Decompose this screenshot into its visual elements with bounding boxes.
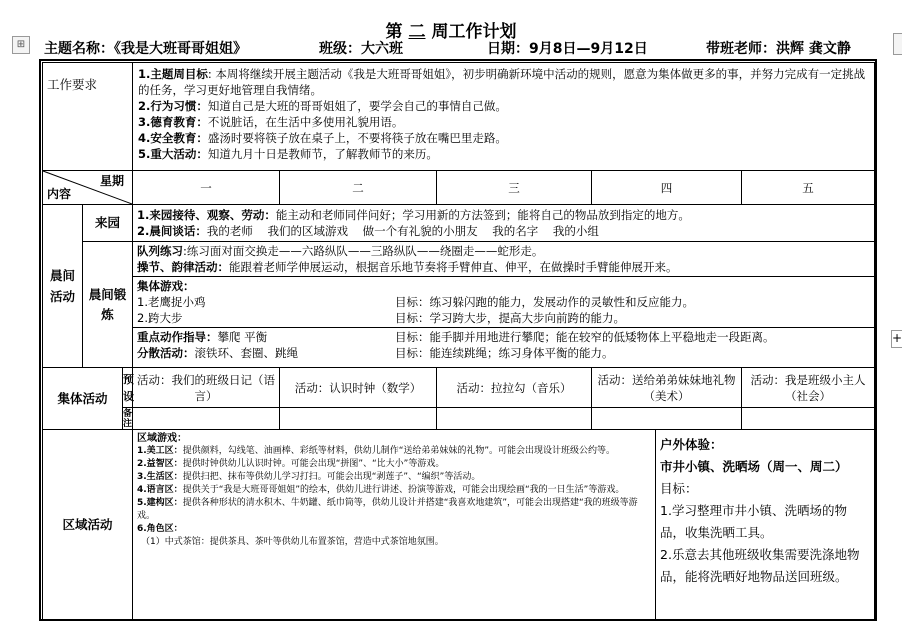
weekday-header-row	[43, 171, 875, 205]
area-item: （1）中式茶馆：提供茶具、茶叶等供幼儿布置茶馆，营造中式茶馆地氛围。	[141, 537, 444, 547]
split-activity: 分散活动：滚铁环、套圈、跳绳 目标：能连续跳绳；练习身体平衡的能力。	[137, 346, 614, 360]
area-item: 5.建构区：提供各种形状的清水积木、牛奶罐、纸巾筒等，供幼儿设计并搭建“我喜欢地建筑”，可能会出现搭建“我的班级等游戏。	[137, 498, 638, 521]
weekday-3: 三	[437, 171, 592, 205]
outdoor-goal: 2.乐意去其他班级收集需要洗涤地物品，能将洗晒好地物品送回班级。	[660, 547, 860, 584]
area-item: 3.生活区：提供扫把、抹布等供幼儿学习打扫。可能会出现“剥莲子”、“编织”等活动。	[137, 472, 481, 482]
arrival-row	[43, 205, 875, 242]
table-move-handle-icon[interactable]: ⊞	[12, 36, 30, 54]
group-activity-tue: 活动：认识时钟（数学）	[280, 368, 437, 408]
note-cell	[437, 408, 592, 430]
outdoor-experience: 户外体验： 市井小镇、洗晒场（周一、周二） 目标： 1.学习整理市井小镇、洗晒场的物品，收集洗晒工具。 2.乐意去其他班级收集需要洗涤地物品，能将洗晒好地物品送回班级。	[656, 430, 874, 619]
arrival-label: 来园	[83, 205, 133, 242]
group-note-row	[43, 408, 875, 430]
area-item: 6.角色区：	[137, 524, 183, 534]
page-title	[0, 22, 902, 42]
requirement-item: 3.德育教育：不说脏话，在生活中多使用礼貌用语。	[138, 115, 404, 129]
area-games: 区域游戏： 1.美工区：提供颜料，勾线笔、油画棒、彩纸等材料，供幼儿制作“送给弟弟妹妹的礼物”。可能会出现设计班级公约等。 2.益智区：提供时钟供幼儿认识时钟。可能会出现“拼图”、“比大小”等游戏。 3.生活区：提供扫把、抹布等供幼儿学习打扫。可能会出现“剥莲子”、“编织”等活动。 4.语言区：提供关于“我是大班哥哥姐姐”的绘本，供幼儿进行讲述、扮演等游戏，可能会出现绘画“我的一日生活”等游戏。 5.建构区：提供各种形状的清水积木、牛奶罐、纸巾筒等，供幼儿设计并搭建“我喜欢地建筑”，可能会出现搭建“我的班级等游戏。 6.角色区： （1）中式茶馆：提供茶具、茶叶等供幼儿布置茶馆，营造中式茶馆地氛围。	[133, 430, 656, 619]
weekday-4: 四	[592, 171, 742, 205]
arrival-content: 1.来园接待、观察、劳动：能主动和老师同伴问好；学习用新的方法签到；能将自己的物品放到指定的地方。 2.晨间谈话：我的老师 我们的区域游戏 做一个有礼貌的小朋友 我的名字 我的小组	[133, 205, 875, 242]
weekly-plan-table	[42, 62, 875, 620]
area-item: 2.益智区：提供时钟供幼儿认识时钟。可能会出现“拼图”、“比大小”等游戏。	[137, 459, 445, 469]
title-week-number: 二	[408, 22, 426, 42]
game-item: 1.老鹰捉小鸡 目标：练习躲闪跑的能力，发展动作的灵敏性和反应能力。	[137, 295, 694, 309]
requirements-content	[133, 63, 875, 171]
morning-activity-label: 晨间活动	[43, 205, 83, 368]
requirements-row	[43, 63, 875, 171]
note-cell	[592, 408, 742, 430]
requirement-item: 2.行为习惯：知道自己是大班的哥哥姐姐了，要学会自己的事情自己做。	[138, 99, 507, 113]
note-cell	[280, 408, 437, 430]
exercise-content: 队列练习:练习面对面交换走——六路纵队——三路纵队——绕圈走——蛇形走。 操节、韵律活动：能跟着老师学伸展运动，根据音乐地节奏将手臂伸直、伸平，在做操时手臂能伸展开来。 集体游戏： 1.老鹰捉小鸡 目标：练习躲闪跑的能力，发展动作的灵敏性和反应能力。 2.跨大步 目标：学习跨大步，提高大步向前跨的能力。 重点动作指导：攀爬 平衡 目标：能手脚并用地进行攀爬；能在较窄的低矮物体上平稳地走一段距离。 分散活动：滚铁环、套圈、跳绳 目标：能连续跳绳；练习身体平衡的能力。	[133, 242, 875, 368]
exercise-label: 晨间锻炼	[83, 242, 133, 368]
weekday-content-corner	[43, 171, 133, 205]
class-name: 班级：大六班	[319, 41, 403, 57]
group-activity-fri: 活动：我是班级小主人（社会）	[742, 368, 875, 408]
group-activity-wed: 活动：拉拉勾（音乐）	[437, 368, 592, 408]
title-prefix: 第	[385, 22, 403, 42]
area-activity-label: 区域活动	[43, 430, 133, 620]
area-item: 1.美工区：提供颜料，勾线笔、油画棒、彩纸等材料，供幼儿制作“送给弟弟妹妹的礼物”。可能会出现设计班级公约等。	[137, 446, 616, 456]
requirements-label: 工作要求	[43, 63, 133, 171]
focus-action: 重点动作指导：攀爬 平衡 目标：能手脚并用地进行攀爬；能在较窄的低矮物体上平稳地走一段距离。	[137, 330, 775, 344]
group-activity-thu: 活动：送给弟弟妹妹地礼物（美术）	[592, 368, 742, 408]
area-activity-content	[133, 430, 875, 620]
requirement-item: 1.主题周目标: 本周将继续开展主题活动《我是大班哥哥姐姐》，初步明确新环境中活动的规则，愿意为集体做更多的事，并努力完成有一定挑战的任务，学习更好地管理自我情绪。	[138, 67, 866, 97]
weekday-5: 五	[742, 171, 875, 205]
group-activity-mon: 活动：我们的班级日记（语言）	[133, 368, 280, 408]
group-activity-label: 集体活动	[43, 368, 123, 430]
date-range: 日期：9月8日—9月12日	[487, 41, 648, 57]
teachers: 带班老师：洪辉 龚文静	[706, 41, 851, 57]
weekday-1: 一	[133, 171, 280, 205]
exercise-row	[43, 242, 875, 368]
requirement-item: 5.重大活动：知道九月十日是教师节，了解教师节的来历。	[138, 147, 438, 161]
game-item: 2.跨大步 目标：学习跨大步，提高大步向前跨的能力。	[137, 311, 625, 325]
weekday-corner-label: 星期	[99, 174, 124, 188]
add-column-icon[interactable]: +	[891, 330, 902, 348]
theme-name: 主题名称：《我是大班哥哥姐姐》	[44, 41, 247, 57]
area-activity-row	[43, 430, 875, 620]
note-cell	[133, 408, 280, 430]
area-item: 4.语言区：提供关于“我是大班哥哥姐姐”的绘本，供幼儿进行讲述、扮演等游戏，可能会出现绘画“我的一日生活”等游戏。	[137, 485, 625, 495]
group-activity-row	[43, 368, 875, 408]
preset-label: 预设	[123, 368, 133, 408]
title-suffix: 周工作计划	[431, 22, 517, 42]
plan-info-line	[44, 40, 902, 60]
outdoor-goal: 1.学习整理市井小镇、洗晒场的物品，收集洗晒工具。	[660, 503, 847, 540]
requirement-item: 4.安全教育：盛汤时要将筷子放在桌子上，不要将筷子放在嘴巴里走路。	[138, 131, 507, 145]
content-corner-label: 内容	[47, 187, 72, 201]
note-cell	[742, 408, 875, 430]
weekday-2: 二	[280, 171, 437, 205]
note-label: 备注	[123, 408, 133, 429]
